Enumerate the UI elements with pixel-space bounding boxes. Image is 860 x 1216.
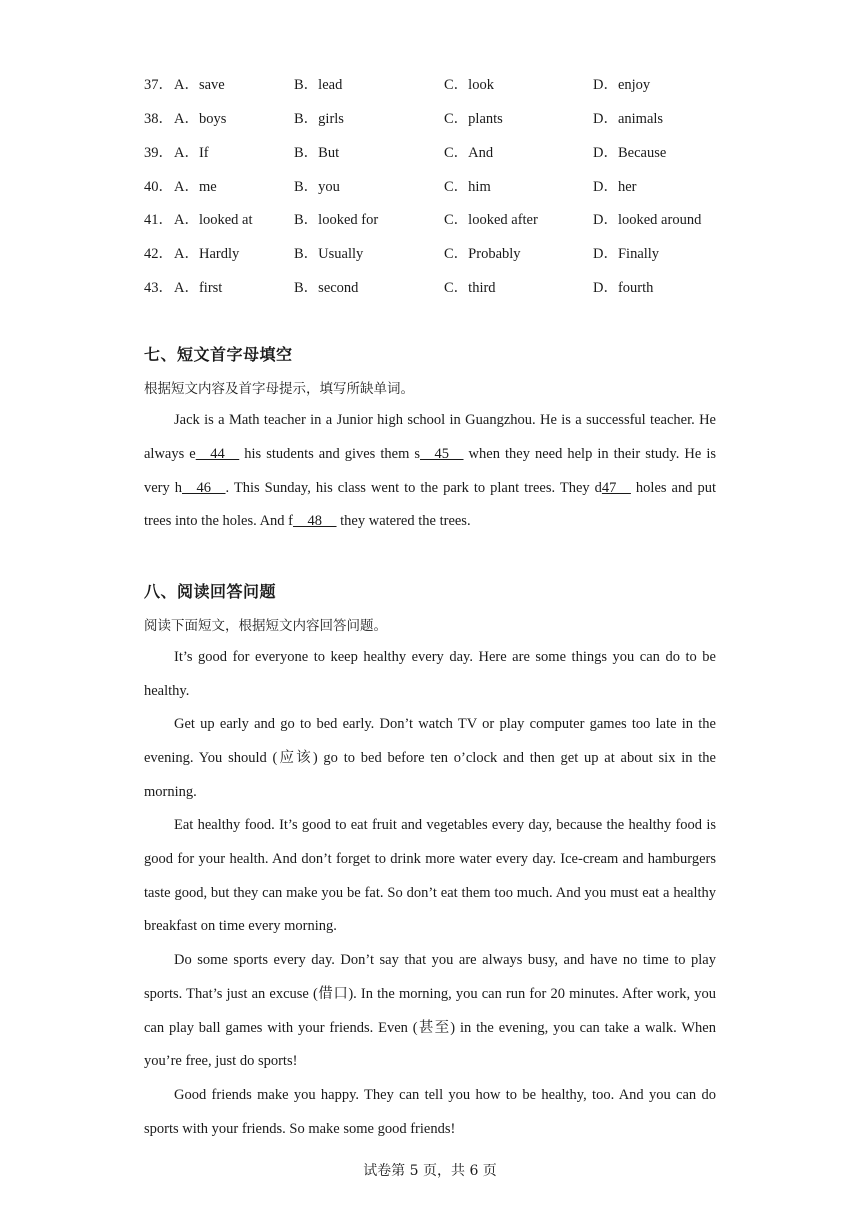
section-7-title: 七、短文首字母填空 bbox=[144, 345, 293, 364]
option-d: D．Because bbox=[593, 145, 667, 161]
page-footer: 试卷第 5 页，共 6 页 bbox=[363, 1163, 497, 1179]
option-b: B．you bbox=[294, 179, 340, 195]
reading-paragraph-3: Eat healthy food. It’s good to eat fruit and vegetables every day, because the healthy food is good for your health. And don’t forget to drink more water every day. Ice-cream and hamburgers taste good, but they can make you be fat. So don’t eat them too much. And you must eat a healthy breakfast on time every morning. bbox=[144, 817, 716, 935]
option-a: A．save bbox=[174, 77, 225, 93]
question-number: 40． bbox=[144, 179, 173, 195]
question-number: 43． bbox=[144, 280, 173, 296]
question-number: 38． bbox=[144, 111, 173, 127]
option-b: B．lead bbox=[294, 77, 343, 93]
choice-row-40 bbox=[144, 175, 744, 195]
passage-text: when they need help in their study. He is very h bbox=[144, 445, 716, 496]
option-d: D．Finally bbox=[593, 246, 660, 262]
question-number: 37． bbox=[144, 77, 173, 93]
passage-text: they watered the trees. bbox=[336, 513, 471, 530]
option-d: D．enjoy bbox=[593, 77, 651, 93]
option-c: C．And bbox=[444, 145, 494, 161]
option-d: D．fourth bbox=[593, 280, 654, 296]
cloze-passage bbox=[144, 404, 716, 539]
option-a: A．looked at bbox=[174, 212, 253, 228]
passage-text: holes and put trees into the holes. And f bbox=[144, 479, 716, 530]
option-c: C．plants bbox=[444, 111, 503, 127]
passage-text: . This Sunday, his class went to the park to plant trees. They d bbox=[225, 479, 602, 496]
blank-44[interactable]: 44 bbox=[195, 445, 240, 462]
question-number: 41． bbox=[144, 212, 173, 228]
option-d: D．looked around bbox=[593, 212, 702, 228]
option-c: C．looked after bbox=[444, 212, 538, 228]
choice-row-43 bbox=[144, 276, 744, 296]
option-a: A．Hardly bbox=[174, 246, 240, 262]
option-d: D．animals bbox=[593, 111, 664, 127]
choice-row-37 bbox=[144, 73, 744, 93]
option-c: C．Probably bbox=[444, 246, 521, 262]
option-c: C．look bbox=[444, 77, 494, 93]
option-b: B．girls bbox=[294, 111, 344, 127]
choice-row-42 bbox=[144, 242, 744, 262]
option-a: A．boys bbox=[174, 111, 227, 127]
question-number: 42． bbox=[144, 246, 173, 262]
reading-paragraph-2: Get up early and go to bed early. Don’t watch TV or play computer games too late in the evening. You should (应该) go to bed before ten o’clock and then get up at about six in the morning. bbox=[144, 716, 716, 800]
option-c: C．him bbox=[444, 179, 491, 195]
option-a: A．If bbox=[174, 145, 209, 161]
option-b: B．Usually bbox=[294, 246, 364, 262]
option-b: B．But bbox=[294, 145, 340, 161]
option-c: C．third bbox=[444, 280, 496, 296]
section-7-instruction: 根据短文内容及首字母提示，填写所缺单词。 bbox=[144, 381, 414, 397]
passage-text: his students and gives them s bbox=[239, 445, 421, 462]
option-d: D．her bbox=[593, 179, 637, 195]
passage-text: Jack is a Math teacher in a Junior high school in Guangzhou. He is a successful teacher. He always e bbox=[144, 412, 716, 462]
choice-row-38 bbox=[144, 107, 744, 127]
reading-paragraph-4: Do some sports every day. Don’t say that you are always busy, and have no time to play sports. That’s just an excuse (借口). In the morning, you can run for 20 minutes. After work, you can play ball games with your friends. Even (甚至) in the evening, you can take a walk. When you’re free, just do sports! bbox=[144, 952, 716, 1070]
option-b: B．second bbox=[294, 280, 359, 296]
question-number: 39． bbox=[144, 145, 173, 161]
reading-paragraph-5: Good friends make you happy. They can tell you how to be healthy, too. And you can do sports with your friends. So make some good friends! bbox=[144, 1087, 716, 1137]
option-a: A．me bbox=[174, 179, 217, 195]
choice-row-41 bbox=[144, 208, 744, 228]
blank-48[interactable]: 48 bbox=[293, 513, 337, 530]
reading-paragraph-1: It’s good for everyone to keep healthy every day. Here are some things you can do to be healthy. bbox=[144, 649, 716, 699]
choice-row-39 bbox=[144, 141, 744, 161]
blank-47[interactable]: 47 bbox=[601, 479, 631, 496]
section-8-instruction: 阅读下面短文，根据短文内容回答问题。 bbox=[144, 618, 387, 634]
section-8-title: 八、阅读回答问题 bbox=[144, 582, 277, 601]
option-a: A．first bbox=[174, 280, 223, 296]
blank-46[interactable]: 46 bbox=[182, 479, 226, 496]
option-b: B．looked for bbox=[294, 212, 379, 228]
blank-45[interactable]: 45 bbox=[420, 445, 464, 462]
